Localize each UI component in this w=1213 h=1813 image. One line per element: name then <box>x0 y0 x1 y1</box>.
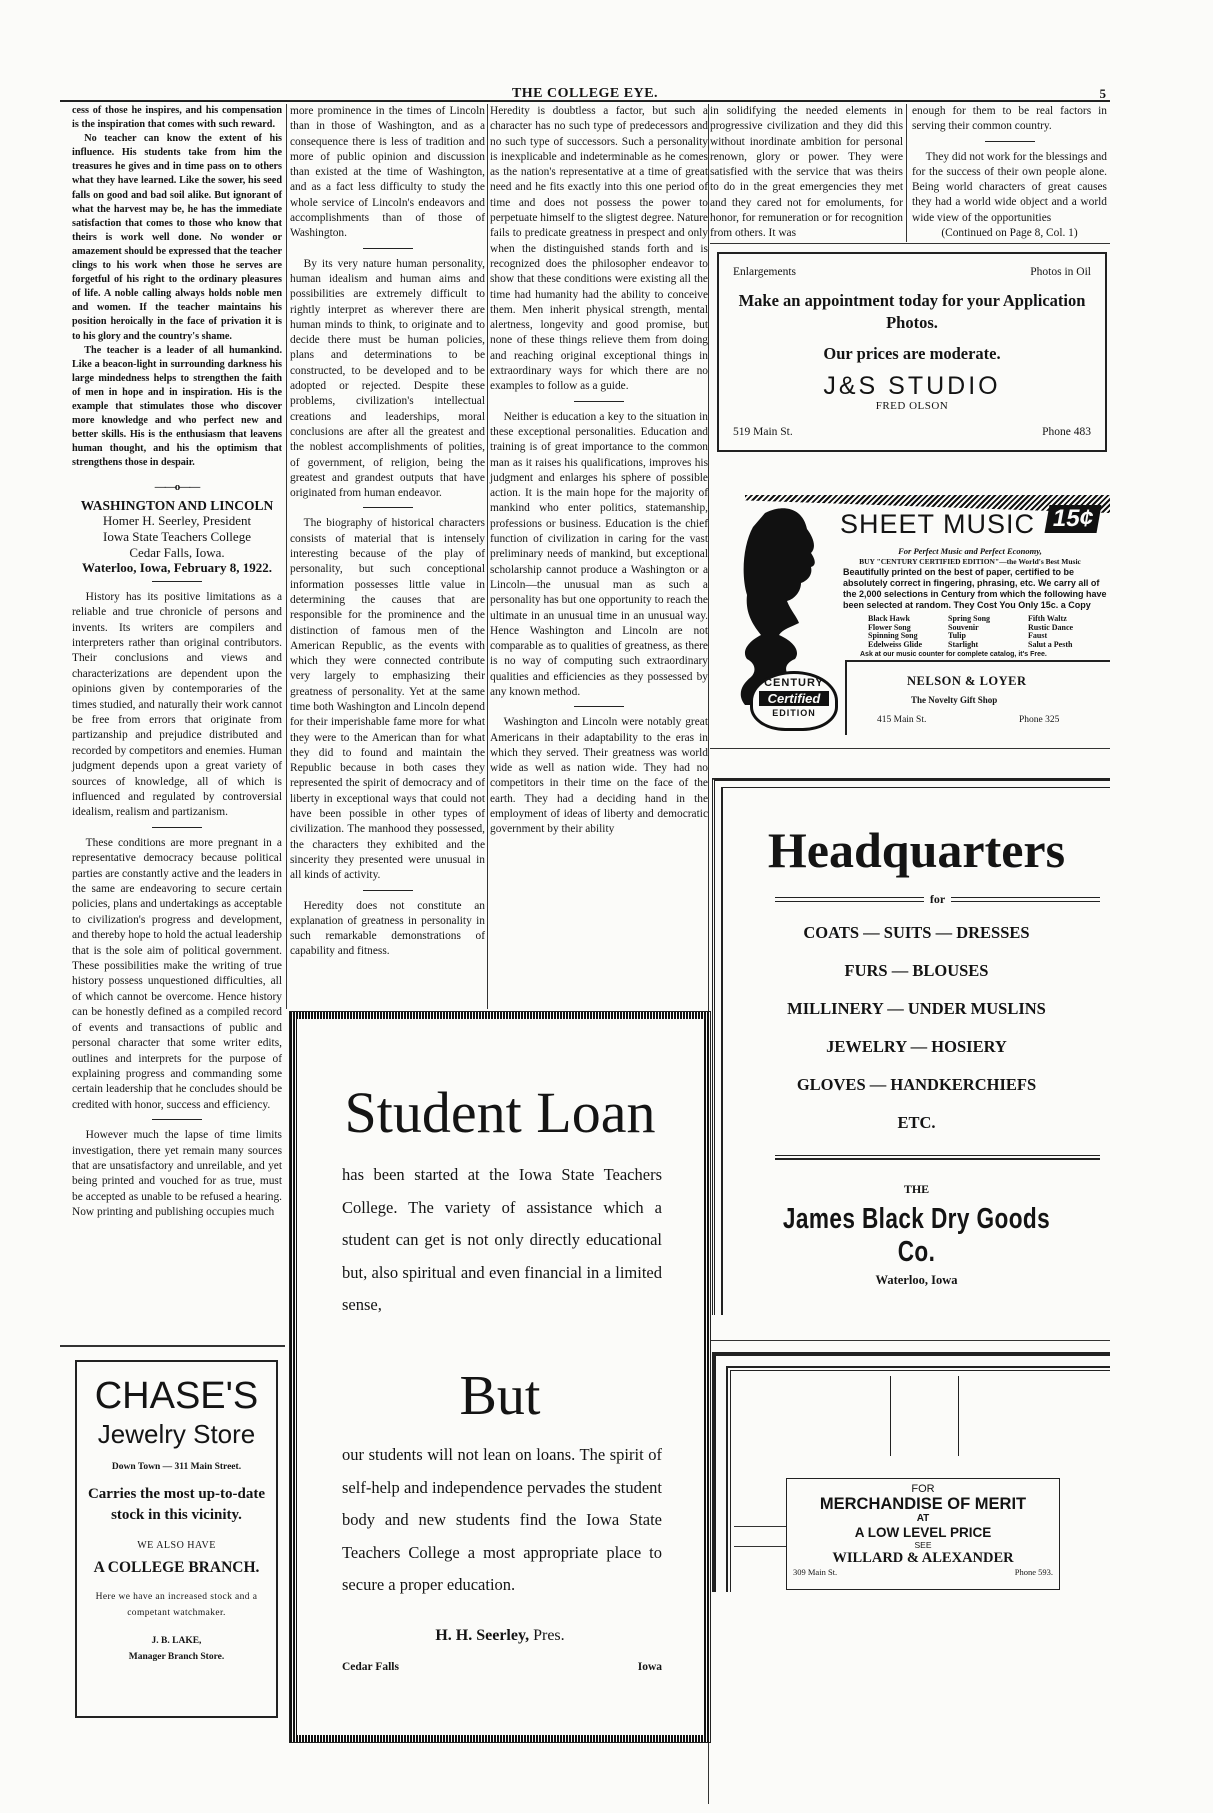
song-item: Fifth Waltz <box>1028 614 1067 623</box>
ad-prices: Our prices are moderate. <box>823 344 1001 363</box>
ad-title: Headquarters <box>767 822 1066 878</box>
divider <box>152 827 202 828</box>
song-item: Tulip <box>948 631 966 640</box>
divider <box>574 401 624 402</box>
paragraph: enough for them to be real factors in serving their common country. <box>912 105 1107 133</box>
divider <box>985 141 1035 142</box>
ad-address: Down Town — 311 Main Street. <box>111 1462 242 1472</box>
divider <box>363 890 413 891</box>
article-headline: WASHINGTON AND LINCOLN <box>80 497 274 513</box>
ad-tagline: Carries the most up-to-date stock in this vicinity. <box>87 1486 266 1523</box>
ad-price: 15¢ <box>1045 505 1102 533</box>
ad-but: But <box>459 1365 541 1427</box>
merchandise-line: MILLINERY — UNDER MUSLINS <box>787 999 1046 1018</box>
shop-description: The Novelty Gift Shop <box>911 695 998 705</box>
column-rule <box>286 104 287 1009</box>
song-item: Flower Song <box>868 622 911 632</box>
section-rule <box>710 748 1110 749</box>
column-rule <box>906 104 907 242</box>
ad-address: 309 Main St. <box>793 1567 838 1577</box>
company-city: Waterloo, Iowa <box>875 1273 958 1287</box>
song-list <box>868 615 1108 649</box>
ad-city: Cedar Falls <box>342 1661 399 1673</box>
ad-state: Iowa <box>637 1661 662 1673</box>
ad-line: For Perfect Music and Perfect Economy, <box>898 546 1042 556</box>
ad-phone: Phone 483 <box>1042 426 1091 438</box>
sheet-music-ad <box>735 495 1110 735</box>
paragraph: By its very nature human personality, human idealism and human aims and possibilities are extremely difficult to rightly interpret as wherever there are human minds to think, to originate and to decide there must be human policies, plans and determinations to be constructed, to be developed and to be adopted or rejected. Despite these problems, civilization's intellectual creations and leaderships, moral conclusions are after all the greatest and the noblest accomplishments of polities, of government, of religion, being the greatest and grandest outputs that have originated from human endeavor. <box>290 257 485 500</box>
ad-label-left: Enlargements <box>733 266 797 278</box>
section-rule <box>710 243 1110 244</box>
merchandise-line: FURS — BLOUSES <box>844 961 989 980</box>
ad-the: THE <box>903 1182 930 1196</box>
badge-text: EDITION <box>772 708 816 718</box>
newspaper-title: THE COLLEGE EYE. <box>511 86 659 101</box>
ad-label-right: Photos in Oil <box>1030 266 1091 278</box>
paragraph: Neither is education a key to the situation in these exceptional personalities. Education and training is of great importance to the common man as it raises his qualifications, improves his judgment and enlarges his sphere of possible action. It is the main hope for the majority of mankind who enter politics, statemanship, professions or business. Education is the chief function of civilization in caring for the vast preliminary needs of mankind, but exceptional scholarship cannot produce a Washington or a Lincoln—the unusual man as such a personality has but one opportunity to reach the ultimate in an unusual time in an unusual way. Hence Washington and Lincoln are not comparable as to qualities of greatness, as there is no way of computing such extraordinary qualities and efficiencies as they possessed by any known method. <box>490 410 708 698</box>
ad-address: 519 Main St. <box>733 426 793 438</box>
for-label: for <box>929 892 946 906</box>
byline: Iowa State Teachers College <box>103 528 251 544</box>
column-1 <box>72 104 282 1221</box>
ad-see: SEE <box>914 1540 932 1550</box>
ad-catalog-note: Ask at our music counter for complete catalog, it's Free. <box>860 651 1047 658</box>
paragraph: Heredity is doubtless a factor, but such a character has no such type of predecessors and no such type of successors. Such a personality is inexplicable and indeterminable as he comes as the nation's representative at a time of great need and he fits exactly into this one period of time and does not possess the power to perpetuate himself to the sligtest degree. Nature fails to predicate greatness in prespect and only when the distinguished stands forth and is recognized does the philosopher endeavor to show that these conditions were existing all the time had humanity had the ability to conceive them. Men inherit physical strength, mental alertness, longevity and good promise, but none of these things relieve them from doing and reaching original exceptional things in extraordinary ways for which there are no examples to follow as a guide. <box>490 105 708 393</box>
merchandise-line: JEWELRY — HOSIERY <box>826 1037 1007 1056</box>
song-item: Edelweiss Glide <box>868 639 923 649</box>
student-loan-ad <box>290 1012 710 1742</box>
song-item: Spinning Song <box>868 631 918 640</box>
merchandise-line: COATS — SUITS — DRESSES <box>803 923 1030 942</box>
paragraph: These conditions are more pregnant in a representative democracy because political parties are constantly active and the leaders in the same are endeavoring to secure certain policies, plans and undertakings as acceptable to civilization's progress and development, and thereby hope to hold the actual leadership that is the sole aim of political government. These possibilities make the writing of true history possess unquestioned difficulties, all of which cannot be overcome. Hence history can be honestly defined as a compiled record of events and transactions of public and personal character that some writer edits, outlines and interprets for the purpose of explaining progress and commanding some certain leadership that he concludes should be credited with honor, success and efficiency. <box>72 836 282 1111</box>
century-certified-badge <box>750 671 838 731</box>
for-divider <box>775 892 1100 907</box>
ad-text: WE ALSO HAVE <box>137 1540 216 1551</box>
song-item: Starlight <box>948 639 979 649</box>
column-5 <box>912 104 1107 241</box>
continued-link[interactable]: (Continued on Page 8, Col. 1) <box>941 227 1078 240</box>
ad-at: AT <box>916 1513 930 1524</box>
signature-name: H. H. Seerley, <box>435 1627 530 1644</box>
song-item: Spring Song <box>948 614 991 623</box>
paragraph: No teacher can know the extent of his influence. His students take from him the treasures he gives and in time pass on to others what they have learned. Like the sower, his seed falls on good and bad soil alike. But ignorant of what the harvest may be, he has the immediate satisfaction that comes to those who know that theirs is work well done. No wonder or amazement should be expressed that the teacher clings to his work when those he serves are forgetful of his right to the ordinary pleasures of life. A noble calling always holds noble men and women. If the teacher maintains his position heroically in the face of privation it is to his glory and the country's shame. <box>72 133 282 342</box>
ad-title: CHASE'S <box>94 1375 259 1417</box>
paragraph: However much the lapse of time limits investigation, there yet remain many sources that are unsatisfactory and unreilable, and yet being printed and vouched for as true, must be accepted as unable to be refused a hearing. Now printing and publishing occupies much <box>72 1129 282 1219</box>
ad-title: Student Loan <box>344 1080 656 1145</box>
divider <box>152 1119 202 1120</box>
ad-headline: Make an appointment today for your Application Photos. <box>738 291 1086 332</box>
ad-manager-title: Manager Branch Store. <box>128 1652 225 1662</box>
byline: Homer H. Seerley, President <box>102 512 252 528</box>
ad-title: SHEET MUSIC <box>840 509 1036 539</box>
ad-owner: FRED OLSON <box>875 400 949 412</box>
shop-name: NELSON & LOYER <box>907 674 1027 688</box>
dateline: Waterloo, Iowa, February 8, 1922. <box>82 559 272 575</box>
column-rule <box>487 104 488 1009</box>
ad-business-name: J&S STUDIO <box>823 372 1001 400</box>
masthead <box>60 86 1110 102</box>
ad-paragraph: has been started at the Iowa State Teachers College. The variety of assistance which a student can get is not only directly educational but, also spiritual and even financial in a limited sense, <box>342 1165 662 1314</box>
paragraph: The teacher is a leader of all humankind. Like a beacon-light in surrounding darkness his large mindedness helps to strengthen the faith of men in hope and in inspiration. His is the example that stimulates those who discover more knowledge and who perfect new and better skills. His is the enthusiasm that leavens human thought, and his the optimism that strengthens those in despair. <box>72 344 282 469</box>
paragraph: History has its positive limitations as a reliable and true chronicle of persons and invents. Its writers are compilers and interpreters rather than original contributors. Their conclusions and views and characterizations are dependent upon the opinions given by contemporaries of the times studied, and naturally their work cannot be free from errors that originate from partizanship and prejudice distributed and recorded by competitors and enemies. Human judgment depends upon a great variety of sources of knowledge, all of which is influenced and regulated by controversial idealism, realism and partizanism. <box>72 590 282 819</box>
ad-line: BUY "CENTURY CERTIFIED EDITION"—the World's Best Music <box>859 557 1081 566</box>
paragraph: Washington and Lincoln were notably great Americans in their adaptability to the eras in which they served. Their greatness was world wide as well as nation wide. They had no competitors in their time on the face of the earth. They had a deciding hand in the employment of ideas of liberty and democratic government by their ability <box>490 716 708 836</box>
song-item: Black Hawk <box>868 614 911 623</box>
ad-business-name: WILLARD & ALEXANDER <box>832 1550 1014 1566</box>
company-name: James Black Dry Goods Co. <box>782 1203 1051 1268</box>
byline: Cedar Falls, Iowa. <box>129 544 225 560</box>
ad-manager-name: J. B. LAKE, <box>151 1636 202 1646</box>
willard-alexander-ad <box>786 1478 1060 1590</box>
column-4 <box>710 104 903 242</box>
js-studio-ad <box>717 252 1107 452</box>
ad-for: FOR <box>911 1483 935 1495</box>
badge-text: CENTURY <box>764 677 824 689</box>
signature-title: Pres. <box>533 1627 565 1644</box>
song-item: Rustic Dance <box>1028 622 1074 632</box>
song-item: Faust <box>1028 631 1048 640</box>
signature <box>297 1627 703 1645</box>
song-item: Souvenir <box>948 622 979 632</box>
ad-branch: A COLLEGE BRANCH. <box>93 1559 260 1576</box>
shop-box <box>845 660 1110 735</box>
chase-jewelry-ad <box>75 1360 278 1718</box>
paragraph: in solidifying the needed elements in progressive civilization and they did this without inordinate ambition for personal renown, glory or power. They were satisfied with the service that was theirs to do in the great emergencies they met and they cared not for emoluments, for honor, for remuneration or for recognition from others. It was <box>710 105 903 240</box>
divider <box>363 507 413 508</box>
divider <box>574 706 624 707</box>
ad-phone: Phone 593. <box>1014 1567 1053 1577</box>
paragraph: The biography of historical characters consists of material that is intensely interesting because of the play of personality, but such conceptional information possesses little value in determining the causes that are responsible for the prominence and the distinction of famous men of the American Republic, as the events with which they were connected contribute very largely to emphasizing their greatness of personality. Yet at the same time both Washington and Lincoln depend for their imperishable fame more for what they were to the American than for what they did to found and maintain the Republic because in both cases they represented the spirit of democracy and of liberty in exceptional ways that could not have been possible in other types of civilization. The manhood they possessed, the characters they exhibited and the sincerity they presented were unusual in all kinds of activity. <box>290 517 485 882</box>
paragraph: They did not work for the blessings and for the success of their own people alone. Being world characters of great causes they had a world wide object and a world wide view of the opportunities <box>912 150 1107 224</box>
song-item: Salut a Pesth <box>1028 639 1073 649</box>
badge-text: Certified <box>759 691 829 706</box>
section-rule <box>60 1345 285 1347</box>
divider <box>363 248 413 249</box>
ad-subtitle: Jewelry Store <box>97 1419 256 1449</box>
section-rule <box>710 1340 1110 1341</box>
column-2 <box>290 104 485 960</box>
double-rule <box>775 1155 1100 1160</box>
paragraph: Heredity does not constitute an explanation of greatness in personality in such remarkable demonstrations of capability and fitness. <box>290 899 485 958</box>
merchandise-line: ETC. <box>897 1113 936 1132</box>
ad-description: Here we have an increased stock and a competant watchmaker. <box>95 1592 258 1618</box>
divider <box>152 581 202 582</box>
ad-paragraph: our students will not lean on loans. The spirit of self-help and independence pervades the student body and new students find the Iowa State Teachers College a most appropriate place to secure a proper education. <box>342 1445 662 1594</box>
ad-body: Beautifully printed on the best of paper, certified to be absolutely correct in fingering, phrasing, etc. We carry all of the 2,000 selections in Century from which the following have been selected at random. They Cost You Only 15c. a Copy <box>843 567 1107 610</box>
column-3 <box>490 104 708 838</box>
shop-address: 415 Main St. <box>877 715 927 725</box>
paragraph: cess of those he inspires, and his compensation is the inspiration that comes with such reward. <box>72 105 282 131</box>
james-black-dry-goods-ad <box>712 778 1110 1315</box>
separator: ——o—— <box>154 481 200 494</box>
merchandise-line: GLOVES — HANDKERCHIEFS <box>796 1075 1037 1094</box>
page-number: 5 <box>1099 86 1106 101</box>
shop-phone: Phone 325 <box>1019 715 1060 725</box>
ad-price: A LOW LEVEL PRICE <box>854 1525 992 1540</box>
paragraph: more prominence in the times of Lincoln than in those of Washington, and as a consequence there is less of tradition and more of public opinion and discussion than existed at the time of Washington, and as a fact less difficulty to study the whole service of Lincoln's endeavors and accomplishments than of those of Washington. <box>290 105 485 240</box>
ad-headline: MERCHANDISE OF MERIT <box>819 1495 1027 1513</box>
